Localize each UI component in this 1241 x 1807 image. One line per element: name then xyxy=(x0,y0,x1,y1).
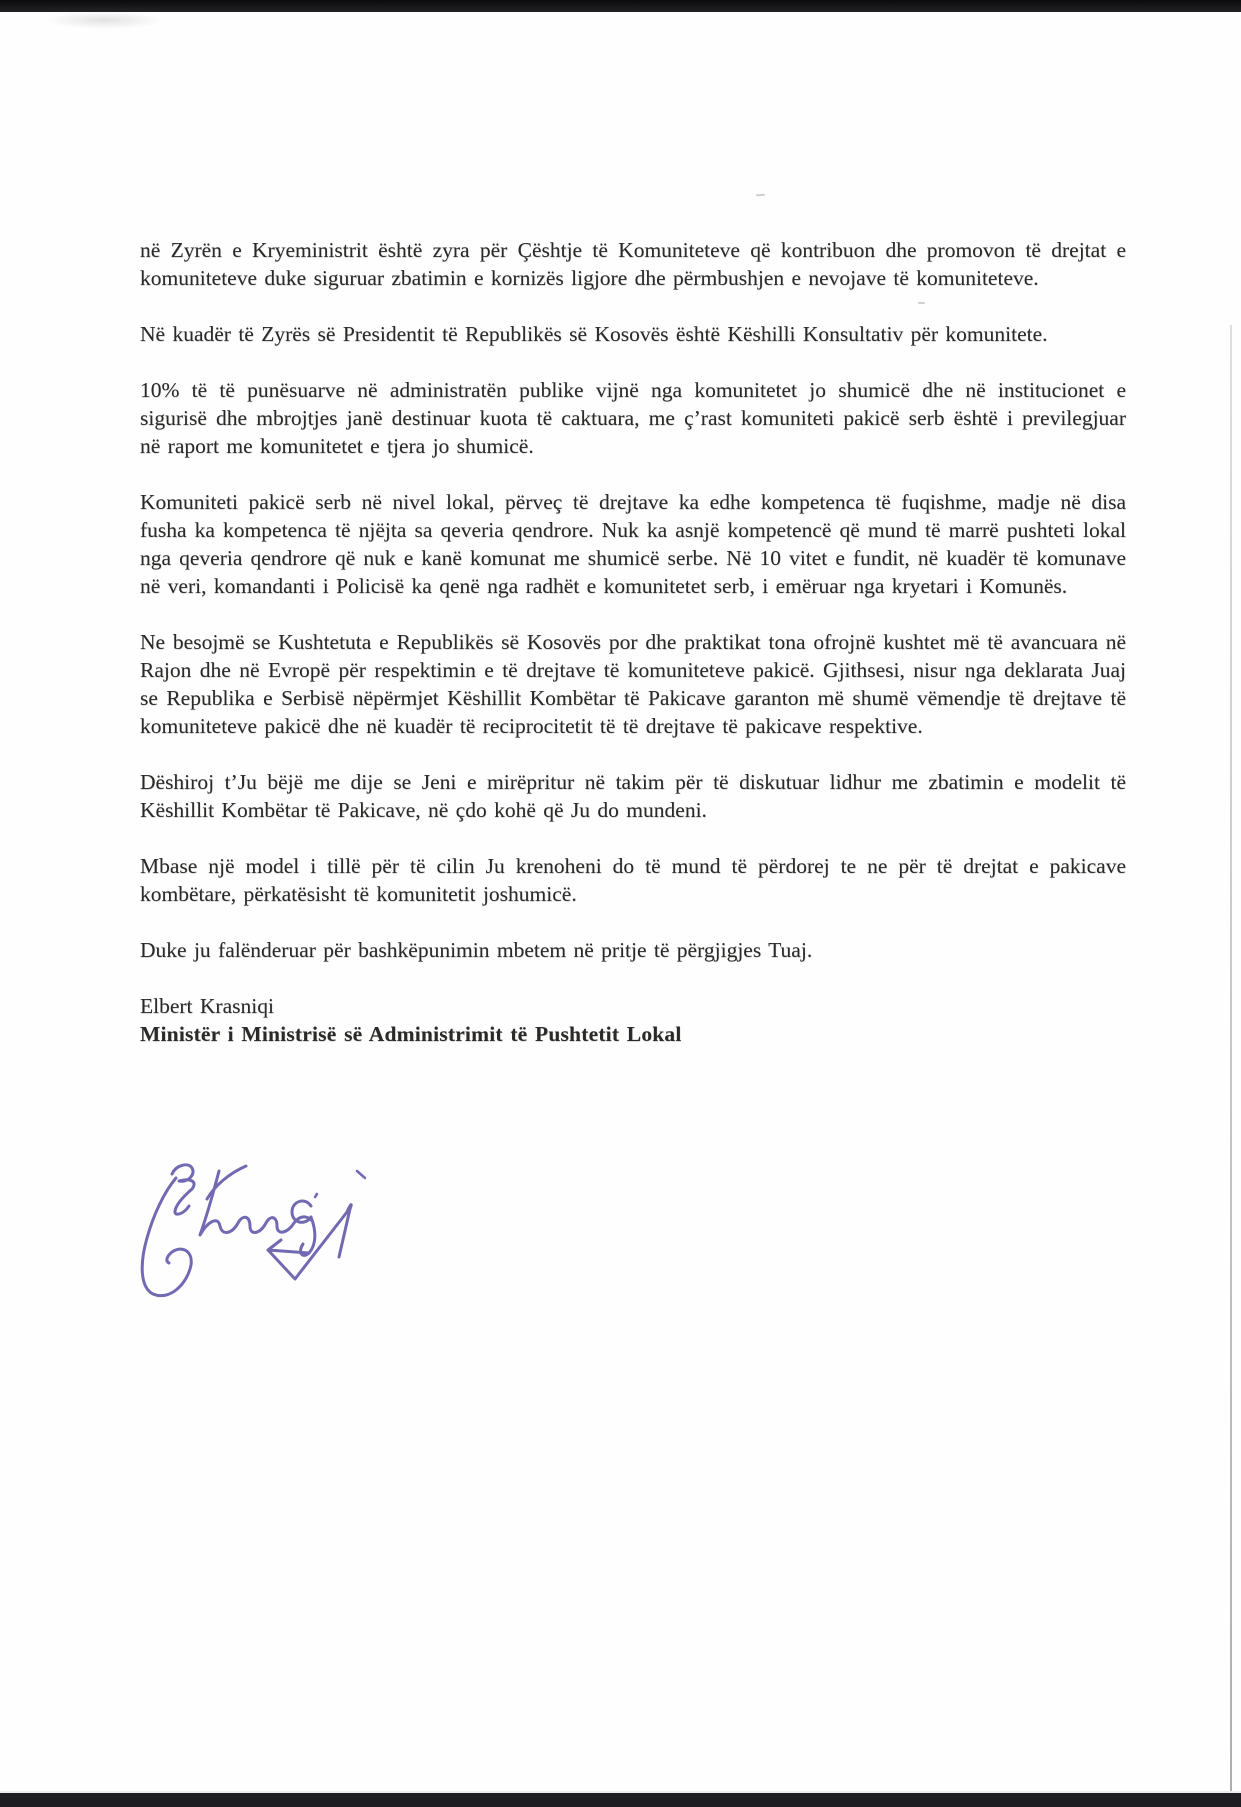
signature-ink xyxy=(142,1165,365,1296)
signer-block xyxy=(140,992,1126,1048)
letter-paragraph-6: Dëshiroj t’Ju bëjë me dije se Jeni e mirëpritur në takim për të diskutuar lidhur me zbatimin e modelit të Këshillit Kombëtar të Pakicave, në çdo kohë që Ju do mundeni. xyxy=(140,770,1126,822)
scan-speck xyxy=(756,194,765,197)
signer-title: Ministër i Ministrisë së Administrimit të Pushtetit Lokal xyxy=(140,1022,682,1046)
letter-paragraph-5: Ne besojmë se Kushtetuta e Republikës së Kosovës por dhe praktikat tona ofrojnë kushtet më të avancuara në Rajon dhe në Evropë për respektimin e të drejtave të komuniteteve pakicë. Gjithsesi, nisur nga deklarata Juaj se Republika e Serbisë nëpërmjet Këshillit Kombëtar të Pakicave garanton më shumë vëmendje të drejtave të komuniteteve pakicë dhe në kuadër të reciprocitetit të të drejtave të pakicave respektive. xyxy=(140,630,1126,738)
letter-paragraph-4: Komuniteti pakicë serb në nivel lokal, përveç të drejtave ka edhe kompetenca të fuqishme, madje në disa fusha ka kompetenca të njëjta sa qeveria qendrore. Nuk ka asnjë kompetencë që mund të marrë pushteti lokal nga qeveria qendrore që nuk e kanë komunat me shumicë serbe. Në 10 vitet e fundit, në kuadër të komunave në veri, komandanti i Policisë ka qenë nga radhët e komunitetet serb, i emëruar nga kryetari i Komunës. xyxy=(140,490,1126,598)
letter-paragraph-2: Në kuadër të Zyrës së Presidentit të Republikës së Kosovës është Këshilli Konsultativ për komunitete. xyxy=(140,322,1048,346)
letter-paragraph-7: Mbase një model i tillë për të cilin Ju krenoheni do të mund të përdorej te ne për të drejtat e pakicave kombëtare, përkatësisht të komunitetit joshumicë. xyxy=(140,854,1126,906)
scan-smudge-artifact xyxy=(45,11,165,29)
scan-top-edge xyxy=(0,0,1241,12)
letter-body xyxy=(140,236,1126,1048)
letter-paragraph-3: 10% të të punësuarve në administratën publike vijnë nga komunitetet jo shumicë dhe në institucionet e sigurisë dhe mbrojtjes janë destinuar kuota të caktuara, me ç’rast komuniteti pakicë serb është i previlegjuar në raport me komunitetet e tjera jo shumicë. xyxy=(140,378,1126,458)
signer-name: Elbert Krasniqi xyxy=(140,994,274,1018)
scan-bottom-edge xyxy=(0,1791,1241,1807)
signature xyxy=(118,1156,380,1308)
letter-paragraph-8: Duke ju falënderuar për bashkëpunimin mbetem në pritje të përgjigjes Tuaj. xyxy=(140,938,813,962)
scan-page-edge-line xyxy=(1230,325,1232,1791)
letter-paragraph-1: në Zyrën e Kryeministrit është zyra për Çështje të Komuniteteve që kontribuon dhe promovon të drejtat e komuniteteve duke siguruar zbatimin e kornizës ligjore dhe përmbushjen e nevojave të komuniteteve. xyxy=(140,238,1126,290)
